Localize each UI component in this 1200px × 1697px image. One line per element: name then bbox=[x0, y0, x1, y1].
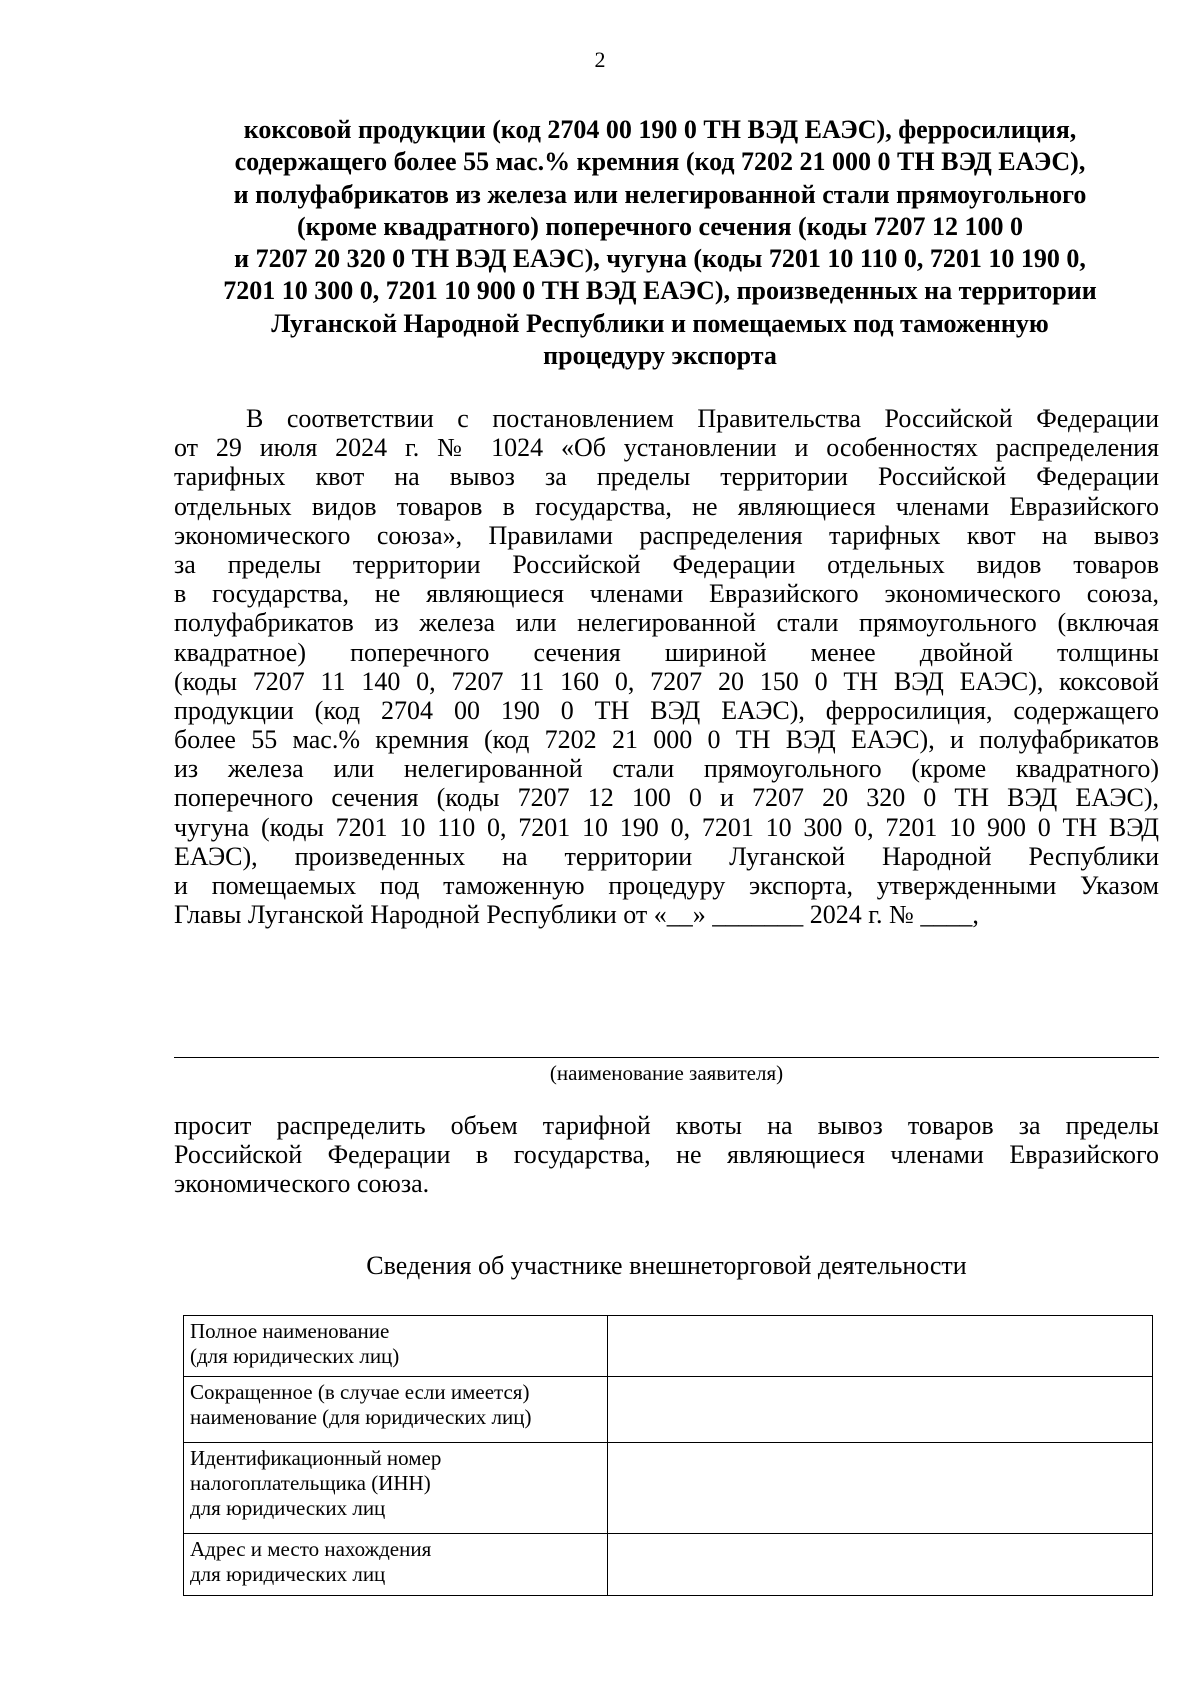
table-label-text: Полное наименование bbox=[190, 1319, 390, 1343]
title-line: и 7207 20 320 0 ТН ВЭД ЕАЭС), чугуна (коды 7201 10 110 0, 7201 10 190 0, bbox=[234, 244, 1086, 274]
paragraph-line: чугуна (коды 7201 10 110 0, 7201 10 190 0, 7201 10 300 0, 7201 10 900 0 ТН ВЭД bbox=[174, 812, 1159, 842]
paragraph-line: более 55 мас.% кремния (код 7202 21 000 0 ТН ВЭД ЕАЭС), и полуфабрикатов bbox=[174, 725, 1159, 755]
applicant-name-caption: (наименование заявителя) bbox=[549, 1061, 784, 1085]
table-label-text: для юридических лиц bbox=[190, 1496, 386, 1520]
paragraph-line: продукции (код 2704 00 190 0 ТН ВЭД ЕАЭС), ферросилиция, содержащего bbox=[174, 695, 1159, 725]
paragraph-line: в государства, не являющиеся членами Евразийского экономического союза, bbox=[174, 579, 1159, 609]
title-line: (кроме квадратного) поперечного сечения (коды 7207 12 100 0 bbox=[296, 211, 1024, 241]
request-paragraph bbox=[174, 1111, 1159, 1199]
table-value-cell[interactable] bbox=[607, 1443, 1152, 1534]
paragraph-line: экономического союза», Правилами распределения тарифных квот на вывоз bbox=[174, 520, 1159, 550]
paragraph-line: квадратное) поперечного сечения шириной менее двойной толщины bbox=[174, 637, 1159, 667]
table-label-text: налогоплательщика (ИНН) bbox=[190, 1471, 431, 1495]
paragraph-line: за пределы территории Российской Федерации отдельных видов товаров bbox=[174, 549, 1159, 579]
table-label-text: для юридических лиц bbox=[190, 1562, 386, 1586]
title-line: и полуфабрикатов из железа или нелегированной стали прямоугольного bbox=[233, 179, 1087, 209]
table-value-cell[interactable] bbox=[607, 1316, 1152, 1377]
paragraph-line: просит распределить объем тарифной квоты на вывоз товаров за пределы bbox=[174, 1111, 1159, 1140]
table-label-text: Адрес и место нахождения bbox=[190, 1537, 432, 1561]
title-line: процедуру экспорта bbox=[543, 341, 777, 371]
title-line: 7201 10 300 0, 7201 10 900 0 ТН ВЭД ЕАЭС), произведенных на территории bbox=[223, 276, 1097, 306]
title-line: коксовой продукции (код 2704 00 190 0 ТН ВЭД ЕАЭС), ферросилиция, bbox=[243, 115, 1077, 144]
title-line: Луганской Народной Республики и помещаемых под таможенную bbox=[271, 308, 1049, 338]
table-label-cell bbox=[184, 1316, 608, 1377]
paragraph-line: экономического союза. bbox=[174, 1169, 430, 1199]
page-number: 2 bbox=[594, 47, 606, 72]
section-heading: Сведения об участнике внешнеторговой деятельности bbox=[366, 1251, 967, 1280]
paragraph-line: тарифных квот на вывоз за пределы территории Российской Федерации bbox=[174, 462, 1159, 492]
table-label-text: Сокращенное (в случае если имеется) bbox=[190, 1380, 530, 1404]
paragraph-line: отдельных видов товаров в государства, не являющиеся членами Евразийского bbox=[174, 491, 1159, 521]
table-label-text: наименование (для юридических лиц) bbox=[190, 1405, 532, 1429]
table-row bbox=[184, 1316, 1153, 1377]
paragraph-line: В соответствии с постановлением Правительства Российской Федерации bbox=[246, 404, 1159, 433]
paragraph-line: Главы Луганской Народной Республики от «__» _______ 2024 г. № ____, bbox=[174, 900, 979, 930]
table-label-cell bbox=[184, 1534, 608, 1596]
applicant-name-field-line[interactable] bbox=[174, 1057, 1159, 1058]
paragraph-line: Российской Федерации в государства, не являющиеся членами Евразийского bbox=[174, 1140, 1159, 1170]
preamble-paragraph bbox=[174, 404, 1159, 929]
paragraph-line: поперечного сечения (коды 7207 12 100 0 и 7207 20 320 0 ТН ВЭД ЕАЭС), bbox=[174, 783, 1159, 813]
title-line: содержащего более 55 мас.% кремния (код 7202 21 000 0 ТН ВЭД ЕАЭС), bbox=[234, 147, 1086, 177]
paragraph-line: полуфабрикатов из железа или нелегированной стали прямоугольного (включая bbox=[174, 608, 1159, 638]
table-row bbox=[184, 1443, 1153, 1534]
paragraph-line: (коды 7207 11 140 0, 7207 11 160 0, 7207 20 150 0 ТН ВЭД ЕАЭС), коксовой bbox=[174, 666, 1159, 696]
table-row bbox=[184, 1377, 1153, 1443]
table-value-cell[interactable] bbox=[607, 1534, 1152, 1596]
table-row bbox=[184, 1534, 1153, 1596]
paragraph-line: из железа или нелегированной стали прямоугольного (кроме квадратного) bbox=[174, 754, 1159, 784]
table-label-cell bbox=[184, 1443, 608, 1534]
table-label-text: Идентификационный номер bbox=[190, 1446, 442, 1470]
document-title bbox=[160, 114, 1160, 372]
table-label-text: (для юридических лиц) bbox=[190, 1344, 400, 1368]
table-label-cell bbox=[184, 1377, 608, 1443]
paragraph-line: от 29 июля 2024 г. № 1024 «Об установлении и особенностях распределения bbox=[174, 433, 1159, 463]
paragraph-line: ЕАЭС), произведенных на территории Луганской Народной Республики bbox=[174, 841, 1159, 871]
table-value-cell[interactable] bbox=[607, 1377, 1152, 1443]
paragraph-line: и помещаемых под таможенную процедуру экспорта, утвержденными Указом bbox=[174, 871, 1159, 900]
participant-info-table bbox=[183, 1315, 1153, 1596]
